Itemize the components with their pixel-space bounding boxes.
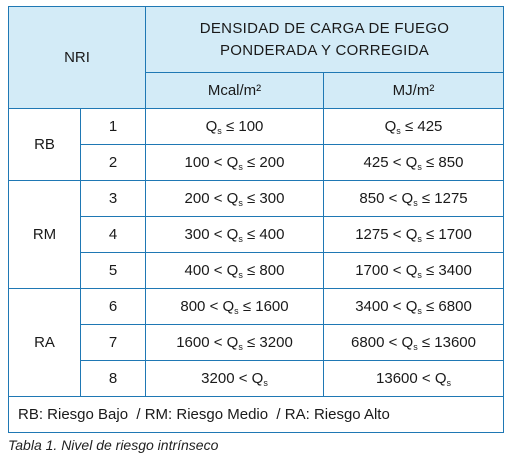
q-subscript: s	[417, 234, 422, 244]
q-symbol: Q	[226, 154, 239, 171]
range-lower: 400 <	[184, 262, 227, 279]
range-upper: ≤ 200	[242, 154, 285, 171]
range-upper: ≤ 300	[242, 190, 285, 207]
range-upper: ≤ 100	[221, 118, 264, 135]
q-subscript: s	[413, 342, 418, 352]
q-symbol: Q	[401, 190, 414, 207]
q-symbol: Q	[434, 370, 447, 387]
q-subscript: s	[396, 126, 401, 136]
table-row	[9, 217, 504, 253]
q-symbol: Q	[226, 226, 239, 243]
nri-level-cell: 4	[81, 217, 146, 253]
risk-group-label: RB	[9, 109, 81, 181]
range-lower: 6800 <	[351, 334, 402, 351]
range-upper: ≤ 800	[242, 262, 285, 279]
q-symbol: Q	[405, 298, 418, 315]
q-subscript: s	[238, 198, 243, 208]
range-upper: ≤ 1700	[421, 226, 472, 243]
q-subscript: s	[217, 126, 222, 136]
mcal-range-cell	[146, 253, 324, 289]
unit-mcal-header: Mcal/m²	[146, 73, 324, 109]
range-upper: ≤ 1600	[238, 298, 289, 315]
table-caption: Tabla 1. Nivel de riesgo intrínseco	[8, 437, 219, 453]
q-subscript: s	[234, 306, 239, 316]
range-upper: ≤ 3200	[242, 334, 293, 351]
table-row	[9, 289, 504, 325]
range-upper: ≤ 6800	[421, 298, 472, 315]
table-row	[9, 325, 504, 361]
mj-range-cell	[324, 361, 504, 397]
q-subscript: s	[263, 378, 268, 388]
q-symbol: Q	[226, 262, 239, 279]
table-row	[9, 361, 504, 397]
nri-level-cell: 6	[81, 289, 146, 325]
q-symbol: Q	[405, 154, 418, 171]
mcal-range-cell	[146, 145, 324, 181]
q-symbol: Q	[226, 334, 239, 351]
q-symbol: Q	[226, 190, 239, 207]
q-subscript: s	[238, 234, 243, 244]
q-symbol: Q	[251, 370, 264, 387]
q-subscript: s	[446, 378, 451, 388]
q-subscript: s	[238, 342, 243, 352]
q-symbol: Q	[205, 118, 218, 135]
mcal-range-cell	[146, 181, 324, 217]
q-symbol: Q	[384, 118, 397, 135]
legend-row	[9, 397, 504, 433]
range-lower: 425 <	[363, 154, 406, 171]
table-row	[9, 181, 504, 217]
range-lower: 800 <	[180, 298, 223, 315]
range-upper: ≤ 13600	[417, 334, 476, 351]
mcal-range-cell	[146, 109, 324, 145]
range-lower: 300 <	[184, 226, 227, 243]
mcal-range-cell	[146, 361, 324, 397]
q-symbol: Q	[405, 262, 418, 279]
q-subscript: s	[417, 162, 422, 172]
range-lower: 100 <	[184, 154, 227, 171]
q-subscript: s	[413, 198, 418, 208]
range-lower: 1275 <	[355, 226, 406, 243]
q-symbol: Q	[405, 226, 418, 243]
table-row	[9, 253, 504, 289]
mj-range-cell	[324, 181, 504, 217]
risk-level-table-container	[8, 6, 503, 433]
risk-group-label: RA	[9, 289, 81, 397]
risk-level-table	[8, 6, 504, 433]
table-row	[9, 109, 504, 145]
q-subscript: s	[417, 270, 422, 280]
header-title-line-1: DENSIDAD DE CARGA DE FUEGO	[199, 19, 450, 37]
range-upper: ≤ 1275	[417, 190, 468, 207]
range-lower: 1700 <	[355, 262, 406, 279]
nri-level-cell: 1	[81, 109, 146, 145]
q-subscript: s	[238, 162, 243, 172]
nri-level-cell: 5	[81, 253, 146, 289]
range-upper: ≤ 850	[421, 154, 464, 171]
unit-mj-header: MJ/m²	[324, 73, 504, 109]
mj-range-cell	[324, 217, 504, 253]
mcal-range-cell	[146, 217, 324, 253]
range-upper: ≤ 400	[242, 226, 285, 243]
fire-load-density-header	[146, 7, 504, 73]
q-subscript: s	[238, 270, 243, 280]
q-symbol: Q	[222, 298, 235, 315]
nri-level-cell: 8	[81, 361, 146, 397]
mj-range-cell	[324, 145, 504, 181]
nri-level-cell: 2	[81, 145, 146, 181]
risk-legend: RB: Riesgo Bajo / RM: Riesgo Medio / RA: Riesgo Alto	[9, 397, 504, 433]
table-row	[9, 145, 504, 181]
nri-level-cell: 7	[81, 325, 146, 361]
q-symbol: Q	[401, 334, 414, 351]
range-lower: 850 <	[359, 190, 402, 207]
range-lower: 3200 <	[201, 370, 252, 387]
nri-header: NRI	[9, 7, 146, 109]
range-lower: 3400 <	[355, 298, 406, 315]
mj-range-cell	[324, 325, 504, 361]
nri-level-cell: 3	[81, 181, 146, 217]
range-lower: 200 <	[184, 190, 227, 207]
range-lower: 13600 <	[376, 370, 435, 387]
mj-range-cell	[324, 289, 504, 325]
range-lower: 1600 <	[176, 334, 227, 351]
mj-range-cell	[324, 109, 504, 145]
q-subscript: s	[417, 306, 422, 316]
mcal-range-cell	[146, 289, 324, 325]
range-upper: ≤ 425	[400, 118, 443, 135]
risk-group-label: RM	[9, 181, 81, 289]
mj-range-cell	[324, 253, 504, 289]
header-title-line-2: PONDERADA Y CORREGIDA	[219, 41, 430, 59]
range-upper: ≤ 3400	[421, 262, 472, 279]
mcal-range-cell	[146, 325, 324, 361]
